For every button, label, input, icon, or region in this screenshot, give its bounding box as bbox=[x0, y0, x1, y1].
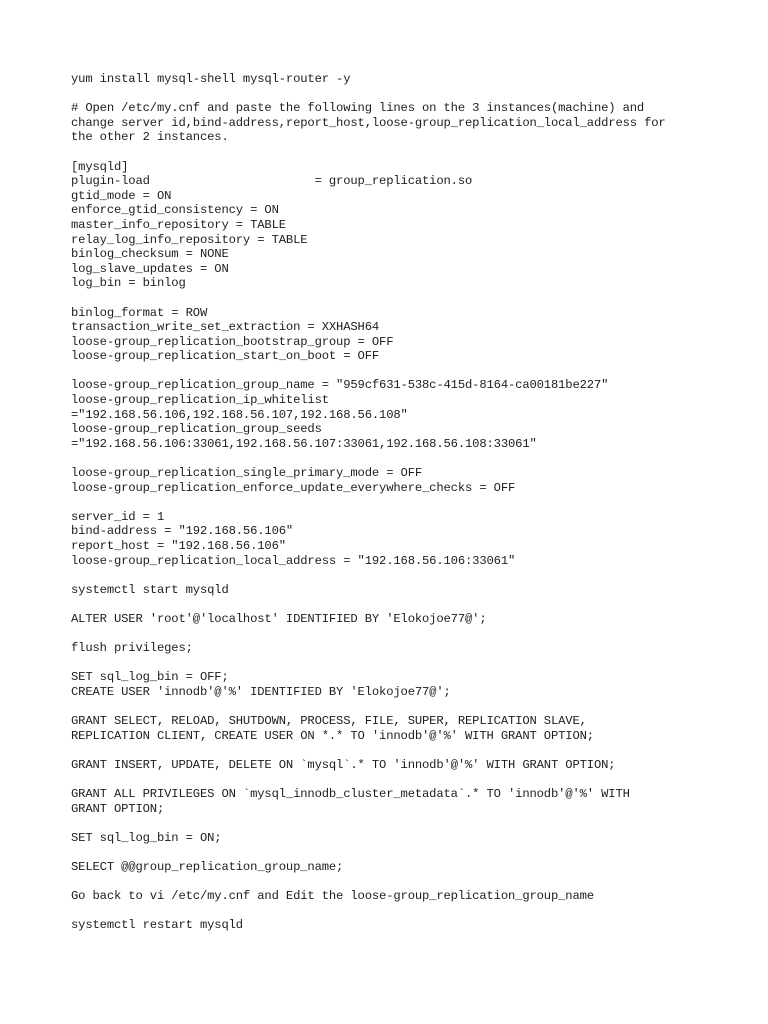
text-line: loose-group_replication_group_name = "959cf631-538c-415d-8164-ca00181be227" bbox=[71, 378, 609, 393]
text-line: loose-group_replication_ip_whitelist bbox=[71, 393, 329, 408]
document-body bbox=[71, 72, 751, 933]
text-line: flush privileges; bbox=[71, 641, 193, 656]
blank-line bbox=[71, 291, 751, 306]
text-line: SELECT @@group_replication_group_name; bbox=[71, 860, 344, 875]
text-line: GRANT OPTION; bbox=[71, 801, 165, 816]
text-line: GRANT ALL PRIVILEGES ON `mysql_innodb_cluster_metadata`.* TO 'innodb'@'%' WITH bbox=[71, 787, 630, 802]
text-line: loose-group_replication_enforce_update_everywhere_checks = OFF bbox=[71, 480, 516, 495]
text-line: bind-address = "192.168.56.106" bbox=[71, 524, 294, 539]
text-line: relay_log_info_repository = TABLE bbox=[71, 232, 308, 247]
text-line: log_slave_updates = ON bbox=[71, 261, 229, 276]
text-line: [mysqld] bbox=[71, 159, 129, 174]
text-line: SET sql_log_bin = OFF; bbox=[71, 670, 229, 685]
blank-line bbox=[71, 627, 751, 642]
text-line: GRANT INSERT, UPDATE, DELETE ON `mysql`.* TO 'innodb'@'%' WITH GRANT OPTION; bbox=[71, 757, 616, 772]
blank-line bbox=[71, 875, 751, 890]
text-line: loose-group_replication_start_on_boot = OFF bbox=[71, 349, 380, 364]
text-line: ="192.168.56.106,192.168.56.107,192.168.56.108" bbox=[71, 407, 408, 422]
text-line: binlog_checksum = NONE bbox=[71, 247, 229, 262]
blank-line bbox=[71, 773, 751, 788]
blank-line bbox=[71, 451, 751, 466]
blank-line bbox=[71, 597, 751, 612]
blank-line bbox=[71, 495, 751, 510]
text-line: binlog_format = ROW bbox=[71, 305, 208, 320]
blank-line bbox=[71, 904, 751, 919]
text-line: CREATE USER 'innodb'@'%' IDENTIFIED BY 'Elokojoe77@'; bbox=[71, 684, 451, 699]
text-line: GRANT SELECT, RELOAD, SHUTDOWN, PROCESS, FILE, SUPER, REPLICATION SLAVE, bbox=[71, 714, 587, 729]
text-line: change server id,bind-address,report_host,loose-group_replication_local_address for bbox=[71, 115, 666, 130]
blank-line bbox=[71, 743, 751, 758]
text-line: loose-group_replication_bootstrap_group = OFF bbox=[71, 334, 394, 349]
text-line: gtid_mode = ON bbox=[71, 188, 172, 203]
text-line: ="192.168.56.106:33061,192.168.56.107:33061,192.168.56.108:33061" bbox=[71, 436, 537, 451]
text-line: plugin-load = group_replication.so bbox=[71, 174, 473, 189]
text-line: master_info_repository = TABLE bbox=[71, 217, 286, 232]
text-line: REPLICATION CLIENT, CREATE USER ON *.* TO 'innodb'@'%' WITH GRANT OPTION; bbox=[71, 728, 594, 743]
text-line: # Open /etc/my.cnf and paste the following lines on the 3 instances(machine) and bbox=[71, 101, 645, 116]
blank-line bbox=[71, 656, 751, 671]
text-line: loose-group_replication_single_primary_mode = OFF bbox=[71, 466, 423, 481]
blank-line bbox=[71, 816, 751, 831]
blank-line bbox=[71, 568, 751, 583]
text-line: loose-group_replication_group_seeds bbox=[71, 422, 322, 437]
text-line: enforce_gtid_consistency = ON bbox=[71, 203, 279, 218]
text-line: the other 2 instances. bbox=[71, 130, 229, 145]
text-line: systemctl start mysqld bbox=[71, 582, 229, 597]
text-line: yum install mysql-shell mysql-router -y bbox=[71, 72, 351, 86]
text-line: Go back to vi /etc/my.cnf and Edit the loose-group_replication_group_name bbox=[71, 889, 594, 904]
text-line: loose-group_replication_local_address = "192.168.56.106:33061" bbox=[71, 553, 516, 568]
text-line: report_host = "192.168.56.106" bbox=[71, 539, 286, 553]
text-line: ALTER USER 'root'@'localhost' IDENTIFIED BY 'Elokojoe77@'; bbox=[71, 611, 487, 626]
text-line: log_bin = binlog bbox=[71, 276, 186, 291]
text-line: transaction_write_set_extraction = XXHASH64 bbox=[71, 320, 380, 335]
blank-line bbox=[71, 364, 751, 379]
text-line: SET sql_log_bin = ON; bbox=[71, 830, 222, 845]
text-line: systemctl restart mysqld bbox=[71, 918, 243, 933]
blank-line bbox=[71, 145, 751, 160]
text-line: server_id = 1 bbox=[71, 509, 165, 524]
blank-line bbox=[71, 87, 751, 102]
blank-line bbox=[71, 845, 751, 860]
blank-line bbox=[71, 700, 751, 715]
